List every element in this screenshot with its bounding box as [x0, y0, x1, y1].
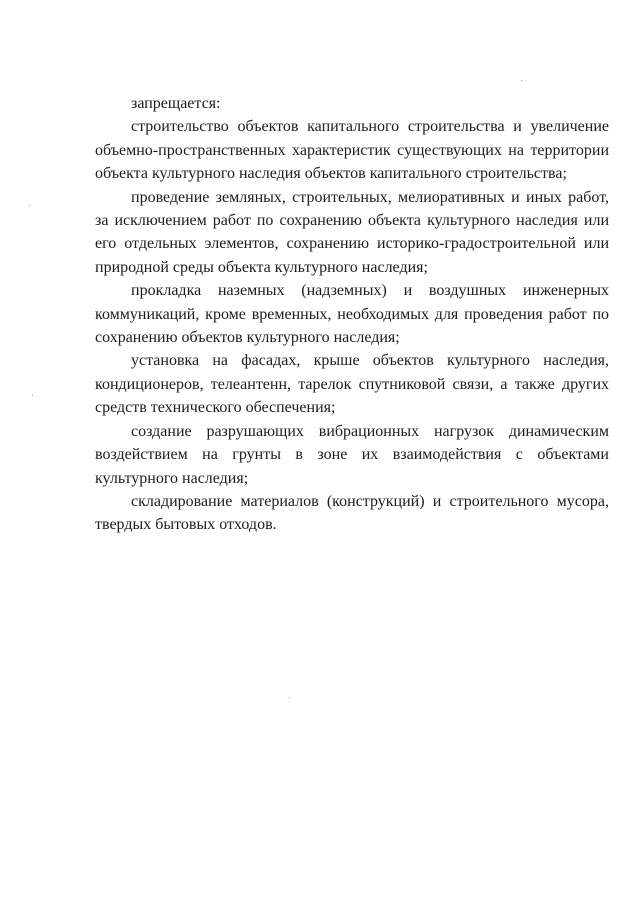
scan-speck	[32, 395, 33, 396]
intro-line: запрещается:	[131, 95, 221, 112]
paragraph-material-storage: складирование материалов (конструкций) и строительного мусора, твердых бытовых отходов.	[95, 492, 609, 534]
scan-speck	[29, 205, 30, 206]
paragraph-utility-lines: прокладка наземных (надземных) и воздушных инженерных коммуникаций, кроме временных, необходимых для проведения работ по сохранению объектов культурного наследия;	[95, 282, 609, 347]
paragraph-earthworks: проведение земляных, строительных, мелиоративных и иных работ, за исключением работ по сохранению объекта культурного наследия или его отдельных элементов, сохранению историко-градостроительной или природной среды объекта культурного наследия;	[95, 188, 609, 276]
scan-speck	[521, 80, 522, 81]
scan-speck	[289, 697, 290, 698]
paragraph-vibration-loads: создание разрушающих вибрационных нагрузок динамическим воздействием на грунты в зоне их взаимодействия с объектами культурного наследия;	[95, 422, 609, 487]
paragraph-capital-construction: строительство объектов капитального строительства и увеличение объемно-пространственных характеристик существующих на территории объекта культурного наследия объектов капитального строительства;	[95, 118, 609, 183]
document-body	[95, 92, 609, 537]
paragraph-facade-equipment: установка на фасадах, крыше объектов культурного наследия, кондиционеров, телеантенн, тарелок спутниковой связи, а также других средств технического обеспечения;	[95, 352, 609, 417]
